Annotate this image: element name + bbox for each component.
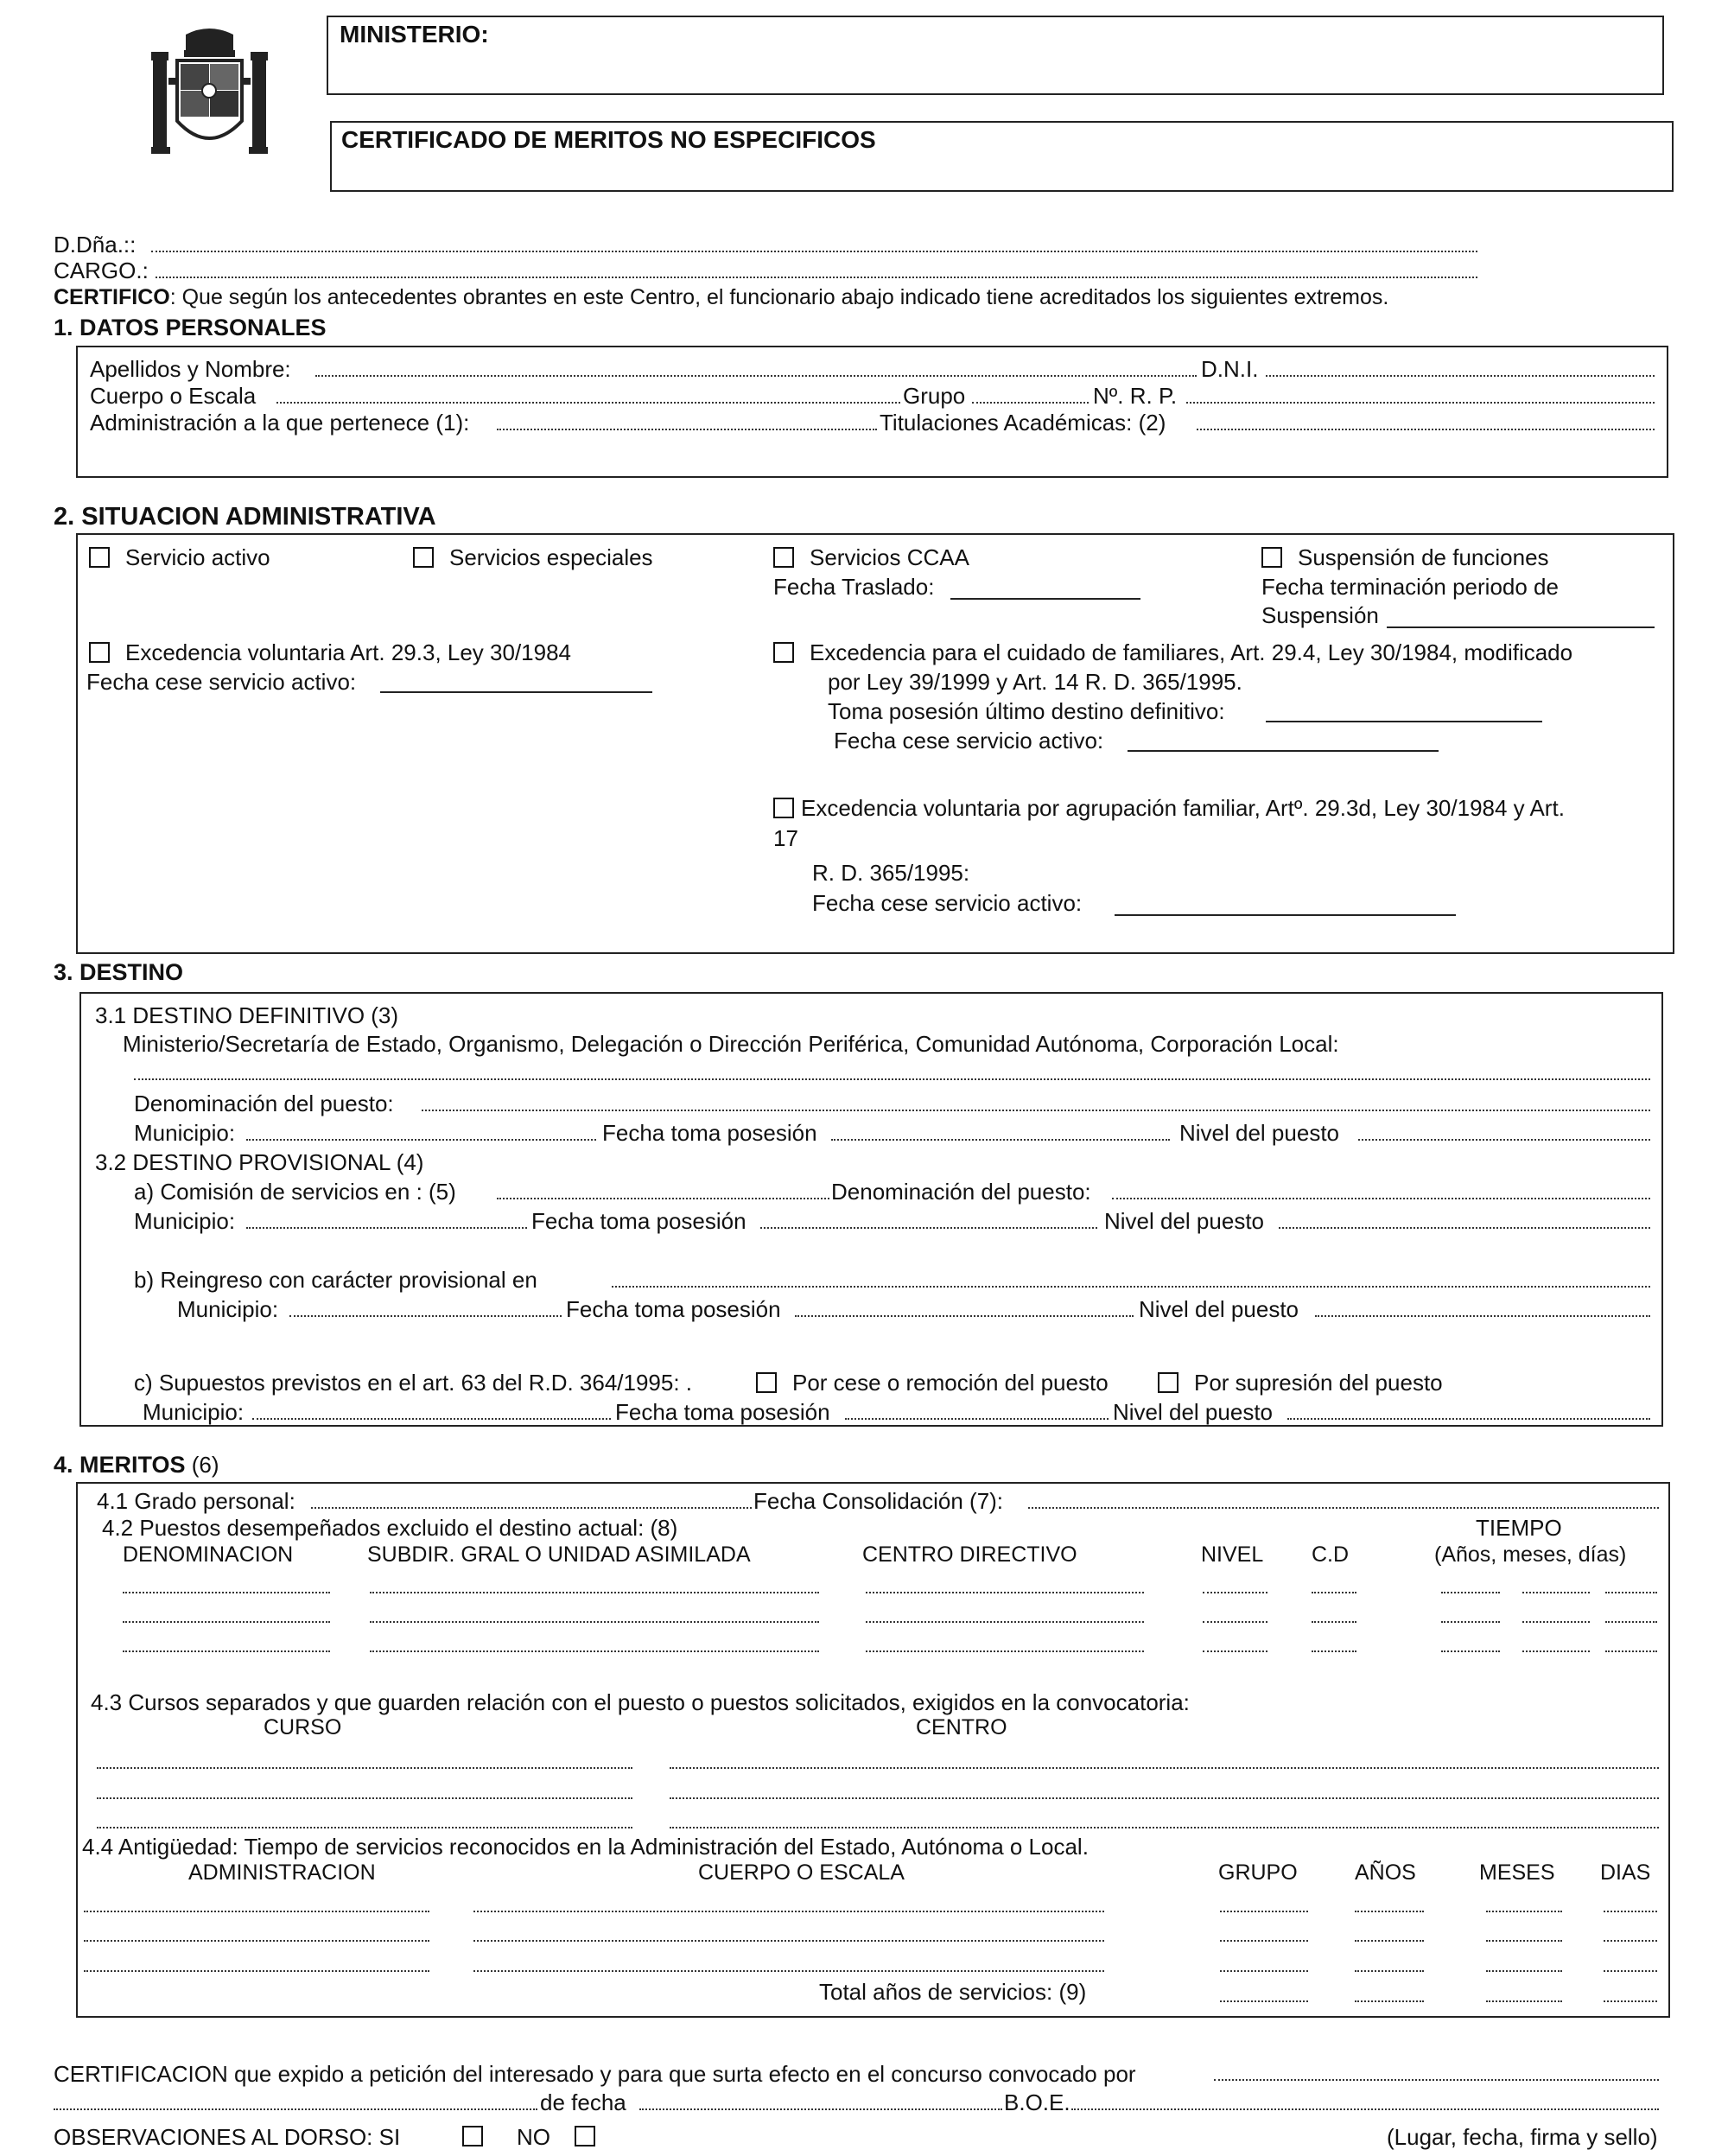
puestos-field-r2-c5[interactable] [1312,1621,1356,1623]
cursos-curso-field-3[interactable] [97,1827,632,1828]
servicios-ccaa-label: Servicios CCAA [810,544,969,570]
antiguedad-field-r4-c3[interactable] [1486,2000,1562,2002]
suspension-label: Suspensión de funciones [1298,544,1549,570]
antiguedad-field-r1-c5[interactable] [1486,1911,1562,1912]
fecha-toma-field-1[interactable] [831,1139,1170,1141]
antiguedad-field-r1-c3[interactable] [1220,1911,1308,1912]
nivel-field-2[interactable] [1279,1227,1650,1229]
destino-definitivo-field[interactable] [134,1078,1650,1080]
col-anos: AÑOS [1355,1860,1416,1885]
comision-field[interactable] [497,1198,829,1199]
apellidos-field[interactable] [315,375,1197,377]
antiguedad-field-r4-c2[interactable] [1355,2000,1424,2002]
puestos-field-r2-c8[interactable] [1605,1621,1657,1623]
cursos-label: 4.3 Cursos separados y que guarden relación con el puesto o puestos solicitados, exigidos en la convocatoria: [91,1689,1190,1715]
ministerio-label: MINISTERIO: [340,21,489,48]
supresion-label: Por supresión del puesto [1194,1370,1443,1396]
puestos-field-r1-c5[interactable] [1312,1592,1356,1593]
fecha-traslado-field[interactable] [950,598,1140,600]
nrp-label: Nº. R. P. [1093,383,1178,409]
grado-label: 4.1 Grado personal: [97,1488,295,1514]
municipio-field-1[interactable] [246,1139,596,1141]
servicios-ccaa-option[interactable] [773,544,969,571]
puestos-field-r2-c1[interactable] [123,1621,330,1623]
nivel-label-4: Nivel del puesto [1113,1399,1273,1425]
boe-field[interactable] [1071,2108,1659,2110]
fecha-toma-label-2: Fecha toma posesión [531,1208,746,1234]
col-cuerpo-escala: CUERPO O ESCALA [698,1860,905,1885]
excedencia-voluntaria-label: Excedencia voluntaria Art. 29.3, Ley 30/1984 [125,639,572,665]
titulaciones-label: Titulaciones Académicas: (2) [880,410,1166,436]
fecha-traslado-label: Fecha Traslado: [773,574,935,600]
supresion-option[interactable] [1158,1370,1443,1396]
fecha-consolidacion-field[interactable] [1028,1507,1659,1509]
section1-title: 1. DATOS PERSONALES [54,315,327,340]
cese-option[interactable] [756,1370,1109,1396]
municipio-label-3: Municipio: [177,1296,279,1322]
puestos-field-r1-c3[interactable] [866,1592,1144,1593]
supresion-checkbox[interactable] [1158,1372,1178,1393]
fecha-cese-label: Fecha cese servicio activo: [86,669,357,695]
certifico-text: : Que según los antecedentes obrantes en este Centro, el funcionario abajo indicado tiene acreditados los siguientes extremos. [169,285,1389,309]
certificacion-label: CERTIFICACION que expido a petición del interesado y para que surta efecto en el concurso convocado por [54,2061,1136,2087]
fecha-cese2-field[interactable] [1128,750,1439,752]
toma-posesion-label: Toma posesión último destino definitivo: [828,698,1225,724]
fecha-toma-label-3: Fecha toma posesión [566,1296,781,1322]
grado-field[interactable] [311,1507,752,1509]
certifico-label: CERTIFICO [54,285,170,309]
denominacion-field[interactable] [422,1110,1650,1111]
puestos-label: 4.2 Puestos desempeñados excluido el destino actual: (8) [102,1515,678,1541]
excedencia-agrupacion-checkbox[interactable] [773,798,794,818]
lugar-fecha-firma: (Lugar, fecha, firma y sello) [1387,2124,1658,2150]
puestos-field-r1-c8[interactable] [1605,1592,1657,1593]
nivel-field-3[interactable] [1315,1315,1650,1317]
excedencia-agrupacion-option[interactable] [773,795,1565,822]
antiguedad-field-r3-c6[interactable] [1604,1970,1657,1972]
fecha-toma-field-4[interactable] [845,1418,1109,1420]
servicios-ccaa-checkbox[interactable] [773,547,794,568]
cursos-curso-field-1[interactable] [97,1767,632,1769]
excedencia-voluntaria-checkbox[interactable] [89,642,110,663]
municipio-label-1: Municipio: [134,1120,236,1146]
coat-of-arms-emblem [151,26,268,156]
municipio-label-2: Municipio: [134,1208,236,1234]
antiguedad-field-r3-c2[interactable] [473,1970,1104,1972]
observaciones-si-checkbox[interactable] [462,2126,483,2146]
titulaciones-field[interactable] [1197,429,1655,430]
col-grupo: GRUPO [1218,1860,1298,1885]
excedencia-agrupacion-line3: R. D. 365/1995: [812,860,970,886]
antiguedad-field-r4-c1[interactable] [1220,2000,1308,2002]
observaciones-no-label: NO [517,2124,550,2150]
suspension-option[interactable] [1261,544,1549,571]
fecha-consolidacion-label: Fecha Consolidación (7): [753,1488,1004,1514]
col-centro: CENTRO [916,1715,1007,1739]
fecha-suspension-field[interactable] [1387,626,1655,628]
excedencia-cuidado-option[interactable] [773,639,1572,666]
excedencia-cuidado-checkbox[interactable] [773,642,794,663]
destino-definitivo-heading: 3.1 DESTINO DEFINITIVO (3) [95,1002,399,1028]
col-centro-directivo: CENTRO DIRECTIVO [862,1542,1077,1567]
excedencia-agrupacion-line2: 17 [773,825,798,851]
excedencia-agrupacion-label: Excedencia voluntaria por agrupación familiar, Artº. 29.3d, Ley 30/1984 y Art. [801,795,1565,821]
puestos-field-r3-c6[interactable] [1441,1650,1500,1652]
fecha-cese2-label: Fecha cese servicio activo: [834,728,1104,754]
observaciones-label: OBSERVACIONES AL DORSO: SI [54,2124,401,2150]
col-curso: CURSO [264,1715,342,1739]
fecha-cese-field[interactable] [380,691,652,693]
destino-definitivo-text: Ministerio/Secretaría de Estado, Organismo, Delegación o Dirección Periférica, Comunidad Autónoma, Corporación Local: [123,1031,1339,1057]
administracion-label: Administración a la que pertenece (1): [90,410,470,436]
fecha-terminacion-label: Fecha terminación periodo de [1261,574,1559,600]
col-anos-meses-dias: (Años, meses, días) [1434,1542,1627,1567]
puestos-field-r2-c3[interactable] [866,1621,1144,1623]
puestos-field-r2-c2[interactable] [370,1621,819,1623]
reingreso-field[interactable] [612,1286,1650,1288]
cuerpo-label: Cuerpo o Escala [90,383,257,409]
section4-title-text: 4. MERITOS [54,1452,186,1478]
nivel-field-1[interactable] [1358,1139,1650,1141]
section3-title: 3. DESTINO [54,959,184,985]
puestos-field-r1-c7[interactable] [1522,1592,1590,1593]
certificacion-field-2[interactable] [54,2108,537,2110]
municipio-field-4[interactable] [252,1418,611,1420]
servicio-activo-checkbox[interactable] [89,547,110,568]
observaciones-no-checkbox[interactable] [575,2126,595,2146]
supuestos-label: c) Supuestos previstos en el art. 63 del R.D. 364/1995: . [134,1370,693,1396]
antiguedad-field-r2-c4[interactable] [1355,1940,1424,1942]
puestos-field-r3-c4[interactable] [1203,1650,1267,1652]
grupo-label: Grupo [903,383,966,409]
de-fecha-label: de fecha [540,2089,626,2115]
comision-denominacion-field[interactable] [1112,1198,1650,1199]
cursos-centro-field-2[interactable] [670,1797,1659,1799]
col-dias: DIAS [1600,1860,1651,1885]
ministerio-box[interactable] [327,16,1664,95]
fecha-cese3-field[interactable] [1115,914,1456,916]
section2-title: 2. SITUACION ADMINISTRATIVA [54,503,436,531]
denominacion-label: Denominación del puesto: [134,1091,394,1116]
cese-label: Por cese o remoción del puesto [792,1370,1109,1396]
total-label: Total años de servicios: (9) [819,1979,1087,2005]
puestos-field-r1-c2[interactable] [370,1592,819,1593]
section4-title [54,1452,219,1479]
boe-label: B.O.E. [1004,2089,1070,2115]
antiguedad-field-r2-c1[interactable] [84,1940,429,1942]
puestos-field-r2-c4[interactable] [1203,1621,1267,1623]
nivel-label-1: Nivel del puesto [1179,1120,1339,1146]
puestos-field-r2-c6[interactable] [1441,1621,1500,1623]
toma-posesion-field[interactable] [1266,721,1542,722]
antiguedad-field-r4-c4[interactable] [1604,2000,1657,2002]
municipio-label-4: Municipio: [143,1399,245,1425]
puestos-field-r3-c7[interactable] [1522,1650,1590,1652]
nivel-label-2: Nivel del puesto [1104,1208,1264,1234]
col-administracion: ADMINISTRACION [188,1860,376,1885]
nrp-field[interactable] [1186,402,1655,404]
nivel-field-4[interactable] [1287,1418,1650,1420]
municipio-field-2[interactable] [246,1227,527,1229]
fecha-toma-label-1: Fecha toma posesión [602,1120,817,1146]
fecha-toma-label-4: Fecha toma posesión [615,1399,830,1425]
puestos-field-r1-c6[interactable] [1441,1592,1500,1593]
grupo-field[interactable] [972,402,1089,404]
dona-field[interactable] [151,251,1477,252]
col-subdir: SUBDIR. GRAL O UNIDAD ASIMILADA [367,1542,751,1567]
antiguedad-field-r1-c1[interactable] [84,1911,429,1912]
puestos-field-r1-c1[interactable] [123,1592,330,1593]
comision-label: a) Comisión de servicios en : (5) [134,1179,456,1205]
cargo-label: CARGO.: [54,258,149,283]
servicios-especiales-label: Servicios especiales [449,544,653,570]
puestos-field-r3-c5[interactable] [1312,1650,1356,1652]
antiguedad-field-r3-c5[interactable] [1486,1970,1562,1972]
antiguedad-field-r2-c6[interactable] [1604,1940,1657,1942]
section4-title-note: (6) [185,1452,219,1478]
puestos-field-r3-c3[interactable] [866,1650,1144,1652]
administracion-field[interactable] [497,429,877,430]
cargo-field[interactable] [156,277,1477,278]
antiguedad-field-r1-c4[interactable] [1355,1911,1424,1912]
comision-denominacion-label: Denominación del puesto: [831,1179,1091,1205]
cursos-centro-field-3[interactable] [670,1827,1659,1828]
apellidos-label: Apellidos y Nombre: [90,356,291,382]
servicios-especiales-checkbox[interactable] [413,547,434,568]
page-title: CERTIFICADO DE MERITOS NO ESPECIFICOS [341,126,876,153]
fecha-cese3-label: Fecha cese servicio activo: [812,890,1083,916]
municipio-field-3[interactable] [289,1315,562,1317]
certifico [54,285,1388,310]
servicio-activo-option[interactable] [89,544,270,571]
reingreso-label: b) Reingreso con carácter provisional en [134,1267,537,1293]
suspension-checkbox[interactable] [1261,547,1282,568]
antiguedad-field-r2-c2[interactable] [473,1940,1104,1942]
cuerpo-field[interactable] [276,402,900,404]
puestos-field-r2-c7[interactable] [1522,1621,1590,1623]
puestos-field-r3-c2[interactable] [370,1650,819,1652]
excedencia-voluntaria-option[interactable] [89,639,571,666]
excedencia-cuidado-line2: por Ley 39/1999 y Art. 14 R. D. 365/1995. [828,669,1242,695]
tiempo-label: TIEMPO [1476,1515,1562,1541]
fecha-toma-field-3[interactable] [795,1315,1134,1317]
cursos-curso-field-2[interactable] [97,1797,632,1799]
antiguedad-field-r3-c3[interactable] [1220,1970,1308,1972]
excedencia-cuidado-label: Excedencia para el cuidado de familiares, Art. 29.4, Ley 30/1984, modificado [810,639,1573,665]
cursos-centro-field-1[interactable] [670,1767,1659,1769]
col-cd: C.D [1312,1542,1350,1567]
dni-label: D.N.I. [1201,356,1259,382]
antiguedad-field-r2-c3[interactable] [1220,1940,1308,1942]
col-nivel: NIVEL [1201,1542,1264,1567]
col-meses: MESES [1479,1860,1555,1885]
de-fecha-field[interactable] [639,2108,1002,2110]
dni-field[interactable] [1266,375,1655,377]
puestos-field-r1-c4[interactable] [1203,1592,1267,1593]
cese-checkbox[interactable] [756,1372,777,1393]
antiguedad-label: 4.4 Antigüedad: Tiempo de servicios reconocidos en la Administración del Estado, Autónoma o Local. [82,1834,1089,1860]
antiguedad-field-r1-c2[interactable] [473,1911,1104,1912]
certificacion-field[interactable] [1214,2079,1659,2081]
puestos-field-r3-c8[interactable] [1605,1650,1657,1652]
antiguedad-field-r1-c6[interactable] [1604,1911,1657,1912]
destino-provisional-heading: 3.2 DESTINO PROVISIONAL (4) [95,1149,424,1175]
antiguedad-field-r2-c5[interactable] [1486,1940,1562,1942]
antiguedad-field-r3-c1[interactable] [84,1970,429,1972]
fecha-toma-field-2[interactable] [760,1227,1097,1229]
suspension2-label: Suspensión [1261,602,1379,628]
servicios-especiales-option[interactable] [413,544,653,571]
puestos-field-r3-c1[interactable] [123,1650,330,1652]
antiguedad-field-r3-c4[interactable] [1355,1970,1424,1972]
col-denominacion: DENOMINACION [123,1542,294,1567]
dona-label: D.Dña.:: [54,232,137,258]
servicio-activo-label: Servicio activo [125,544,270,570]
nivel-label-3: Nivel del puesto [1139,1296,1299,1322]
